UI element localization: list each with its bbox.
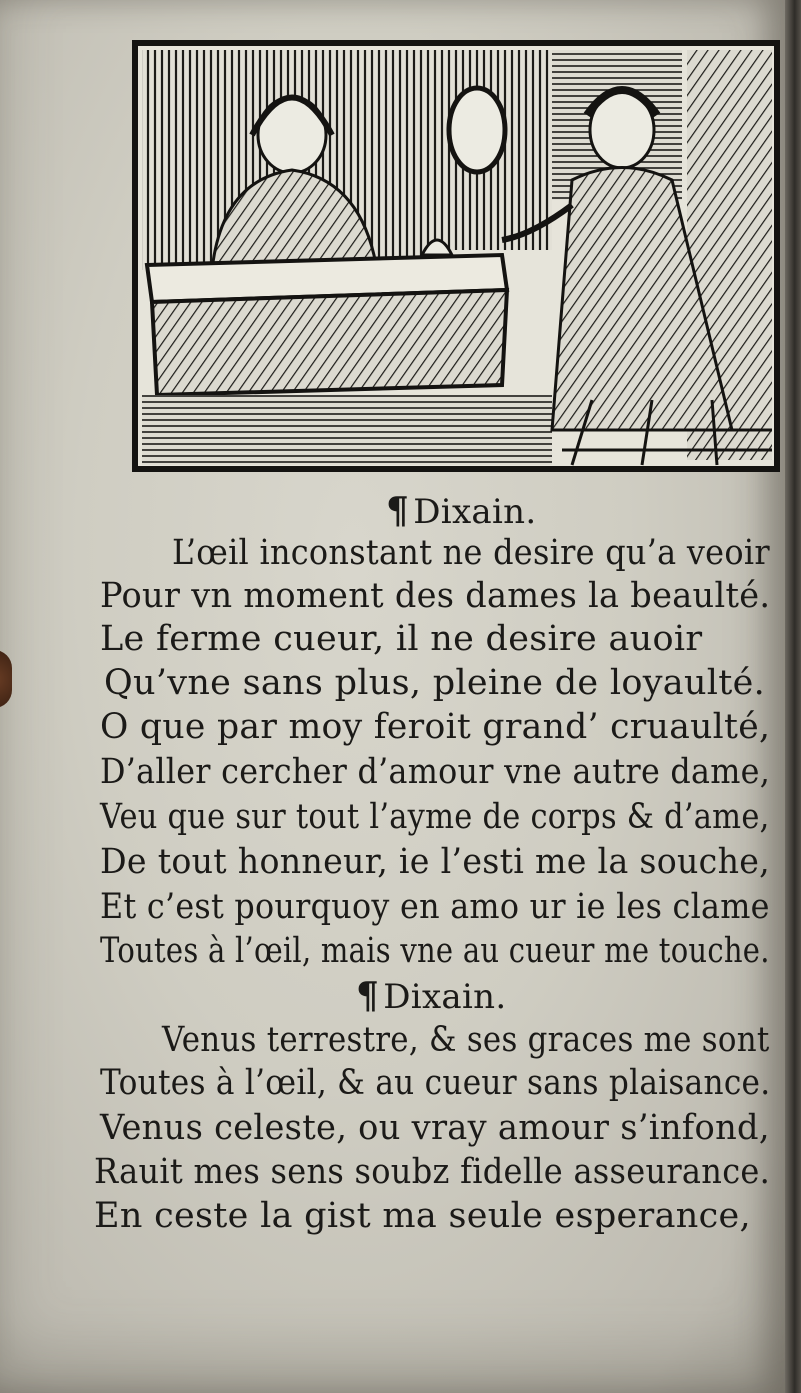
pilcrow-icon: ¶ — [386, 490, 410, 532]
verse-line: Veu que sur tout l’ayme de corps & d’ame, — [100, 797, 770, 837]
verse-line: Venus celeste, ou vray amour s’infond, — [100, 1108, 770, 1148]
verse-line: Qu’vne sans plus, pleine de loyaulté. — [104, 663, 766, 703]
pilcrow-icon: ¶ — [356, 975, 380, 1017]
verse-line: Rauit mes sens soubz fidelle asseurance. — [94, 1152, 771, 1192]
verse-line: O que par moy feroit grand’ cruaulté, — [100, 707, 771, 747]
verse-line: L’œil inconstant ne desire qu’a veoir — [172, 533, 770, 573]
verse-line: De tout honneur, ie l’esti me la souche, — [100, 842, 771, 882]
heading-text: Dixain. — [383, 977, 507, 1017]
heading-text: Dixain. — [413, 492, 537, 532]
dixain-heading-2 — [356, 975, 506, 1017]
verse-line: En ceste la gist ma seule esperance, — [94, 1196, 751, 1236]
verse-line: Toutes à l’œil, mais vne au cueur me touche. — [100, 931, 770, 971]
page-edge — [785, 0, 801, 1393]
verse-line: Toutes à l’œil, & au cueur sans plaisance. — [100, 1063, 771, 1103]
verse-line: Venus terrestre, & ses graces me sont — [162, 1020, 770, 1060]
verse-line: Et c’est pourquoy en amo ur ie les clame — [100, 887, 770, 927]
verse-line: D’aller cercher d’amour vne autre dame, — [100, 752, 771, 792]
dixain-heading-1 — [386, 490, 536, 532]
verse-line: Le ferme cueur, il ne desire auoir — [100, 619, 703, 659]
verse-line: Pour vn moment des dames la beaulté. — [100, 576, 771, 616]
